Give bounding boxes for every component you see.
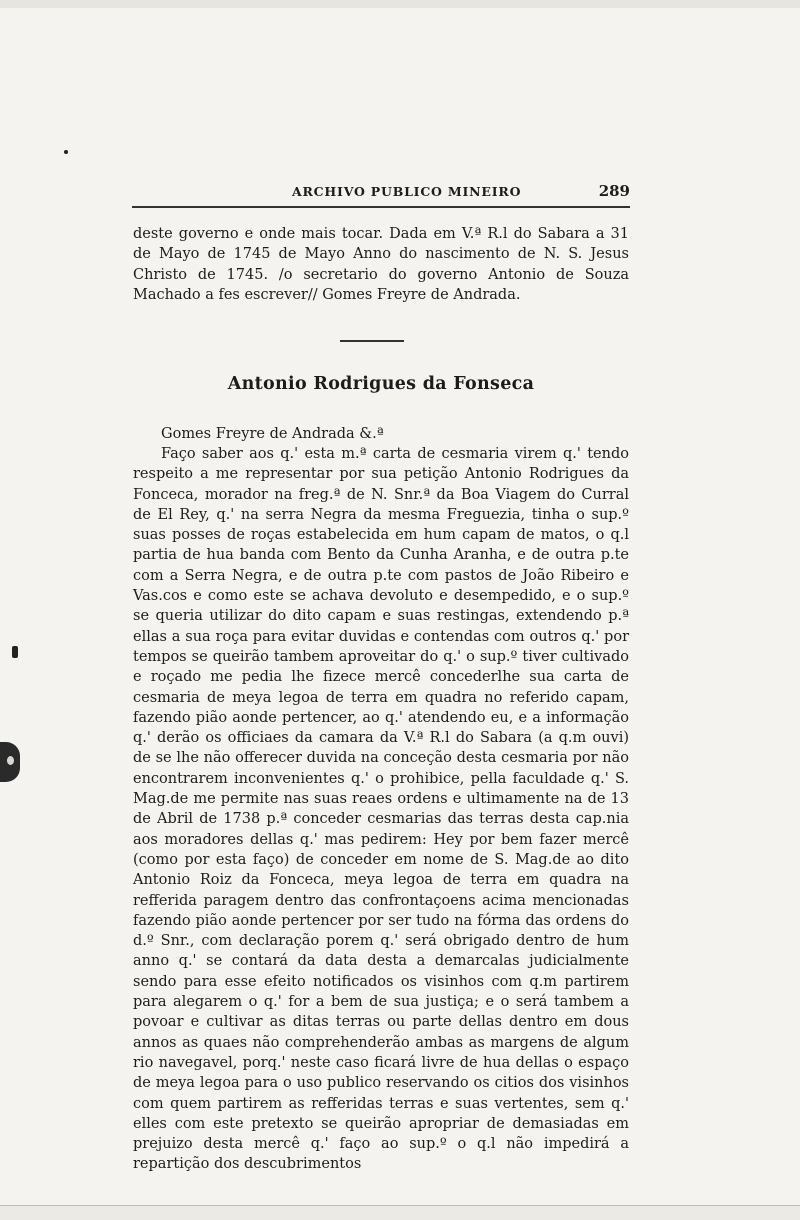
scan-bottom-edge bbox=[0, 1205, 800, 1220]
document-body: Faço saber aos q.' esta m.ª carta de cesmaria virem q.' tendo respeito a me representar por sua petição Antonio Rodrigues da Fonceca, morador na freg.ª de N. Snr.ª da Boa Viagem do Curral de El Rey, q.' na serra Negra da mesma Freguezia, tinha o sup.º suas posses de roças estabelecida em hum capam de matos, o q.l partia de hua banda com Bento da Cunha Aranha, e de outra p.te com a Serra Negra, e de outra p.te com pastos de João Ribeiro e Vas.cos e como este se achava devoluto e desempedido, e o sup.º se queria utilizar do dito capam e suas restingas, extendendo p.ª ellas a sua roça para evitar duvidas e contendas com outros q.' por tempos se queirão tambem aproveitar do q.' o sup.º tiver cultivado e roçado me pedia lhe fizece mercê concederlhe sua carta de cesmaria de meya legoa de terra em quadra no referido capam, fazendo pião aonde pertencer, ao q.' atendendo eu, e a informação q.' derão os officiaes da camara da V.ª R.l do Sabara (a q.m ouvi) de se lhe não offerecer duvida na conceção desta cesmaria por não encontrarem inconvenientes q.' o prohibice, pella faculdade q.' S. Mag.de me permite nas suas reaes ordens e ultimamente na de 13 de Abril de 1738 p.ª conceder cesmarias das terras desta cap.nia aos moradores dellas q.' mas pedirem: Hey por bem fazer mercê (como por esta faço) de conceder em nome de S. Mag.de ao dito Antonio Roiz da Fonceca, meya legoa de terra em quadra na refferida paragem dentro das confrontaçoens acima mencionadas fazendo pião aonde pertencer por ser tudo na fórma das ordens do d.º Snr., com declaração porem q.' será obrigado dentro de hum anno q.' se contará da data desta a demarcalas judicialmente sendo para esse efeito notificados os visinhos com q.m partirem para alegarem o q.' for a bem de sua justiça; e o será tambem a povoar e cultivar as ditas terras ou parte dellas dentro em dous annos as quaes não comprehenderão ambas as margens de algum rio navegavel, porq.' neste caso ficará livre de hua dellas o espaço de meya legoa para o uso publico reservando os citios dos visinhos com quem partirem as refferidas terras e suas vertentes, sem q.' elles com este pretexto se queirão apropriar de demasiadas em prejuizo desta mercê q.' faço ao sup.º o q.l não impedirá a repartição dos descubrimentos bbox=[133, 446, 629, 1173]
previous-document-closing: deste governo e onde mais tocar. Dada em V.ª R.l do Sabara a 31 de Mayo de 1745 de Mayo Anno do nascimento de N. S. Jesus Christo de 1745. /o secretario do governo Antonio de Souza Machado a fes escrever// Gomes Freyre de Andrada. bbox=[133, 226, 629, 304]
page-number: 289 bbox=[598, 182, 630, 200]
binding-hole-mark bbox=[0, 742, 20, 782]
running-title: ARCHIVO PUBLICO MINEIRO bbox=[292, 184, 522, 199]
scan-top-edge bbox=[0, 0, 800, 8]
ink-speck bbox=[12, 646, 18, 658]
section-divider bbox=[340, 340, 404, 342]
running-header bbox=[132, 180, 630, 208]
document-salutation: Gomes Freyre de Andrada &.ª bbox=[161, 426, 384, 442]
document-title: Antonio Rodrigues da Fonseca bbox=[227, 374, 535, 394]
ink-speck bbox=[64, 150, 68, 154]
